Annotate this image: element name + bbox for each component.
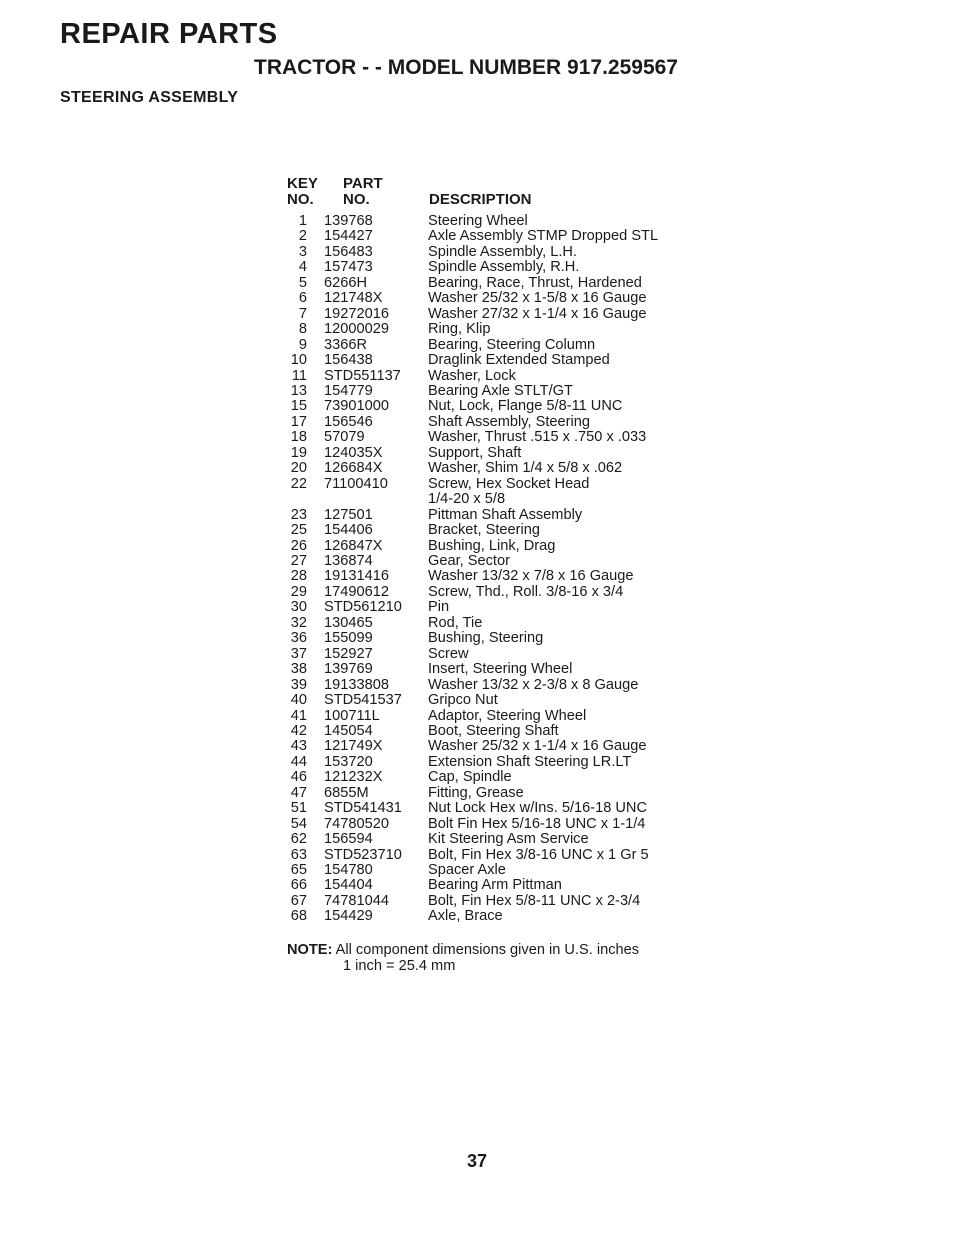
part-no: 155099 <box>324 630 373 647</box>
table-row <box>287 909 707 924</box>
description: Insert, Steering Wheel <box>428 661 573 678</box>
table-row <box>287 724 707 739</box>
table-row <box>287 492 707 507</box>
key-no: 67 <box>290 892 307 909</box>
table-row <box>287 369 707 384</box>
table-row <box>287 647 707 662</box>
key-no: 51 <box>290 800 307 817</box>
part-no: 153720 <box>324 753 373 770</box>
page-title: REPAIR PARTS <box>60 18 278 50</box>
table-row <box>287 399 707 414</box>
table-row <box>287 276 707 291</box>
description: Bolt, Fin Hex 5/8-11 UNC x 2-3/4 <box>428 892 641 909</box>
description: Washer, Lock <box>428 367 516 384</box>
table-row <box>287 229 707 244</box>
table-row <box>287 817 707 832</box>
table-row <box>287 878 707 893</box>
table-row <box>287 415 707 430</box>
part-no: 139769 <box>324 661 373 678</box>
table-row <box>287 508 707 523</box>
description: Kit Steering Asm Service <box>428 831 589 848</box>
key-no: 25 <box>290 522 307 539</box>
part-no: 154406 <box>324 522 373 539</box>
key-no: 20 <box>290 460 307 477</box>
description: Bolt Fin Hex 5/16-18 UNC x 1-1/4 <box>428 815 646 832</box>
description: Cap, Spindle <box>428 769 512 786</box>
description: Washer 27/32 x 1-1/4 x 16 Gauge <box>428 305 647 322</box>
key-no: 66 <box>290 877 307 894</box>
key-no: 44 <box>290 753 307 770</box>
part-no: 156483 <box>324 243 373 260</box>
part-no: 71100410 <box>324 475 388 492</box>
table-row <box>287 245 707 260</box>
part-no: 154779 <box>324 382 373 399</box>
table-row <box>287 678 707 693</box>
description: Gear, Sector <box>428 552 510 569</box>
key-no: 23 <box>290 506 307 523</box>
description: Extension Shaft Steering LR.LT <box>428 753 632 770</box>
part-no: STD541537 <box>324 692 402 709</box>
description: Washer, Thrust .515 x .750 x .033 <box>428 429 647 446</box>
table-row <box>287 384 707 399</box>
table-row <box>287 755 707 770</box>
table-row <box>287 709 707 724</box>
part-no: 6855M <box>324 784 369 801</box>
table-row <box>287 569 707 584</box>
part-no: 19272016 <box>324 305 389 322</box>
description: Bolt, Fin Hex 3/8-16 UNC x 1 Gr 5 <box>428 846 649 863</box>
table-row <box>287 291 707 306</box>
header-description: DESCRIPTION <box>429 191 532 208</box>
part-no: 124035X <box>324 444 383 461</box>
header-part-line2: NO. <box>343 191 370 208</box>
table-row <box>287 430 707 445</box>
description: Support, Shaft <box>428 444 522 461</box>
key-no: 5 <box>298 274 307 291</box>
key-no: 30 <box>290 599 307 616</box>
description: Screw <box>428 645 469 662</box>
description: Fitting, Grease <box>428 784 524 801</box>
key-no: 36 <box>290 630 307 647</box>
part-no: 126847X <box>324 537 383 554</box>
key-no: 10 <box>290 352 307 369</box>
table-row <box>287 446 707 461</box>
description: Pin <box>428 599 450 616</box>
key-no: 63 <box>290 846 307 863</box>
key-no: 37 <box>290 645 307 662</box>
key-no: 32 <box>290 614 307 631</box>
key-no: 6 <box>298 290 307 307</box>
description: Axle Assembly STMP Dropped STL <box>428 228 659 245</box>
table-row <box>287 786 707 801</box>
description: Bushing, Link, Drag <box>428 537 556 554</box>
description: Bracket, Steering <box>428 522 540 539</box>
table-row <box>287 662 707 677</box>
part-no: 156546 <box>324 413 373 430</box>
table-row <box>287 693 707 708</box>
key-no: 47 <box>290 784 307 801</box>
part-no: 154780 <box>324 862 373 879</box>
description: Adaptor, Steering Wheel <box>428 707 587 724</box>
part-no: 130465 <box>324 614 373 631</box>
model-subtitle: TRACTOR - - MODEL NUMBER 917.259567 <box>254 56 678 79</box>
table-row <box>287 631 707 646</box>
key-no: 39 <box>290 676 307 693</box>
key-no: 62 <box>290 831 307 848</box>
table-row <box>287 539 707 554</box>
part-no: 100711L <box>324 707 380 724</box>
key-no: 18 <box>290 429 307 446</box>
key-no: 17 <box>290 413 307 430</box>
table-row <box>287 832 707 847</box>
table-row <box>287 260 707 275</box>
part-no: 57079 <box>324 429 365 446</box>
header-key-line1: KEY <box>287 175 318 192</box>
section-title: STEERING ASSEMBLY <box>60 89 239 106</box>
description: Bearing, Race, Thrust, Hardened <box>428 274 642 291</box>
part-no: 127501 <box>324 506 373 523</box>
note <box>287 943 639 974</box>
description: Nut Lock Hex w/Ins. 5/16-18 UNC <box>428 800 647 817</box>
table-row <box>287 322 707 337</box>
table-row <box>287 338 707 353</box>
part-no: 74781044 <box>324 892 389 909</box>
description: Gripco Nut <box>428 692 498 709</box>
description: Shaft Assembly, Steering <box>428 413 590 430</box>
description: Spindle Assembly, R.H. <box>428 259 580 276</box>
part-no: STD541431 <box>324 800 402 817</box>
part-no: 73901000 <box>324 398 389 415</box>
part-no: 19133808 <box>324 676 389 693</box>
key-no: 68 <box>290 908 307 925</box>
description: 1/4-20 x 5/8 <box>428 491 506 508</box>
description: Screw, Hex Socket Head <box>428 475 590 492</box>
key-no: 43 <box>290 738 307 755</box>
part-no: 157473 <box>324 259 373 276</box>
description: Boot, Steering Shaft <box>428 722 559 739</box>
key-no: 8 <box>298 321 307 338</box>
table-row <box>287 554 707 569</box>
description: Axle, Brace <box>428 908 503 925</box>
description: Spacer Axle <box>428 862 506 879</box>
key-no: 22 <box>290 475 307 492</box>
key-no: 19 <box>290 444 307 461</box>
part-no: 152927 <box>324 645 373 662</box>
part-no: STD523710 <box>324 846 402 863</box>
key-no: 15 <box>290 398 307 415</box>
key-no: 28 <box>290 568 307 585</box>
part-no: 154427 <box>324 228 373 245</box>
part-no <box>307 492 428 507</box>
note-line1: All component dimensions given in U.S. inches <box>335 942 640 958</box>
part-no: 145054 <box>324 722 373 739</box>
table-row <box>287 770 707 785</box>
key-no: 27 <box>290 552 307 569</box>
key-no: 41 <box>290 707 307 724</box>
part-no: 156438 <box>324 352 373 369</box>
parts-table <box>287 176 707 925</box>
description: Steering Wheel <box>428 213 528 229</box>
page-number: 37 <box>466 1151 488 1171</box>
table-row <box>287 616 707 631</box>
description: Washer, Shim 1/4 x 5/8 x .062 <box>428 460 623 477</box>
part-no: 126684X <box>324 460 383 477</box>
part-no: 19131416 <box>324 568 389 585</box>
part-no: 121748X <box>324 290 383 307</box>
table-row <box>287 848 707 863</box>
key-no: 42 <box>290 722 307 739</box>
key-no: 3 <box>298 243 307 260</box>
part-no: STD551137 <box>324 367 401 384</box>
parts-table-header <box>287 176 707 214</box>
table-row <box>287 739 707 754</box>
part-no: 139768 <box>324 213 373 229</box>
parts-table-body <box>287 214 707 925</box>
header-key-line2: NO. <box>287 191 314 208</box>
description: Bushing, Steering <box>428 630 544 647</box>
description: Screw, Thd., Roll. 3/8-16 x 3/4 <box>428 583 624 600</box>
description: Spindle Assembly, L.H. <box>428 243 577 260</box>
part-no: 17490612 <box>324 583 389 600</box>
part-no: 121232X <box>324 769 383 786</box>
key-no: 1 <box>298 213 307 229</box>
part-no: 136874 <box>324 552 373 569</box>
table-row <box>287 585 707 600</box>
part-no: 74780520 <box>324 815 389 832</box>
description: Bearing, Steering Column <box>428 336 596 353</box>
key-no: 2 <box>298 228 307 245</box>
part-no: 12000029 <box>324 321 389 338</box>
key-no: 54 <box>290 815 307 832</box>
table-row <box>287 600 707 615</box>
key-no: 65 <box>290 862 307 879</box>
table-row <box>287 461 707 476</box>
table-row <box>287 863 707 878</box>
key-no: 38 <box>290 661 307 678</box>
description: Washer 13/32 x 7/8 x 16 Gauge <box>428 568 634 585</box>
description: Ring, Klip <box>428 321 491 338</box>
key-no: 7 <box>298 305 307 322</box>
part-no: 6266H <box>324 274 368 291</box>
table-row <box>287 353 707 368</box>
key-no: 26 <box>290 537 307 554</box>
description: Washer 25/32 x 1-5/8 x 16 Gauge <box>428 290 647 307</box>
note-label: NOTE: <box>287 942 333 958</box>
part-no: 154429 <box>324 908 373 925</box>
table-row <box>287 307 707 322</box>
key-no: 9 <box>298 336 307 353</box>
part-no: STD561210 <box>324 599 402 616</box>
description: Bearing Arm Pittman <box>428 877 562 894</box>
description: Washer 25/32 x 1-1/4 x 16 Gauge <box>428 738 647 755</box>
table-row <box>287 801 707 816</box>
key-no: 11 <box>291 367 307 384</box>
part-no: 121749X <box>324 738 383 755</box>
key-no: 46 <box>290 769 307 786</box>
part-no: 154404 <box>324 877 373 894</box>
table-row <box>287 477 707 492</box>
part-no: 3366R <box>324 336 368 353</box>
part-no: 156594 <box>324 831 373 848</box>
description: Bearing Axle STLT/GT <box>428 382 573 399</box>
description: Pittman Shaft Assembly <box>428 506 583 523</box>
description: Washer 13/32 x 2-3/8 x 8 Gauge <box>428 676 639 693</box>
key-no: 40 <box>290 692 307 709</box>
note-line2: 1 inch = 25.4 mm <box>343 957 456 974</box>
table-row <box>287 214 707 229</box>
table-row <box>287 523 707 538</box>
description: Rod, Tie <box>428 614 483 631</box>
key-no <box>287 492 307 507</box>
key-no: 4 <box>298 259 307 276</box>
table-row <box>287 894 707 909</box>
description: Draglink Extended Stamped <box>428 352 610 369</box>
header-part-line1: PART <box>343 175 383 192</box>
key-no: 13 <box>290 382 307 399</box>
description: Nut, Lock, Flange 5/8-11 UNC <box>428 398 623 415</box>
key-no: 29 <box>290 583 307 600</box>
